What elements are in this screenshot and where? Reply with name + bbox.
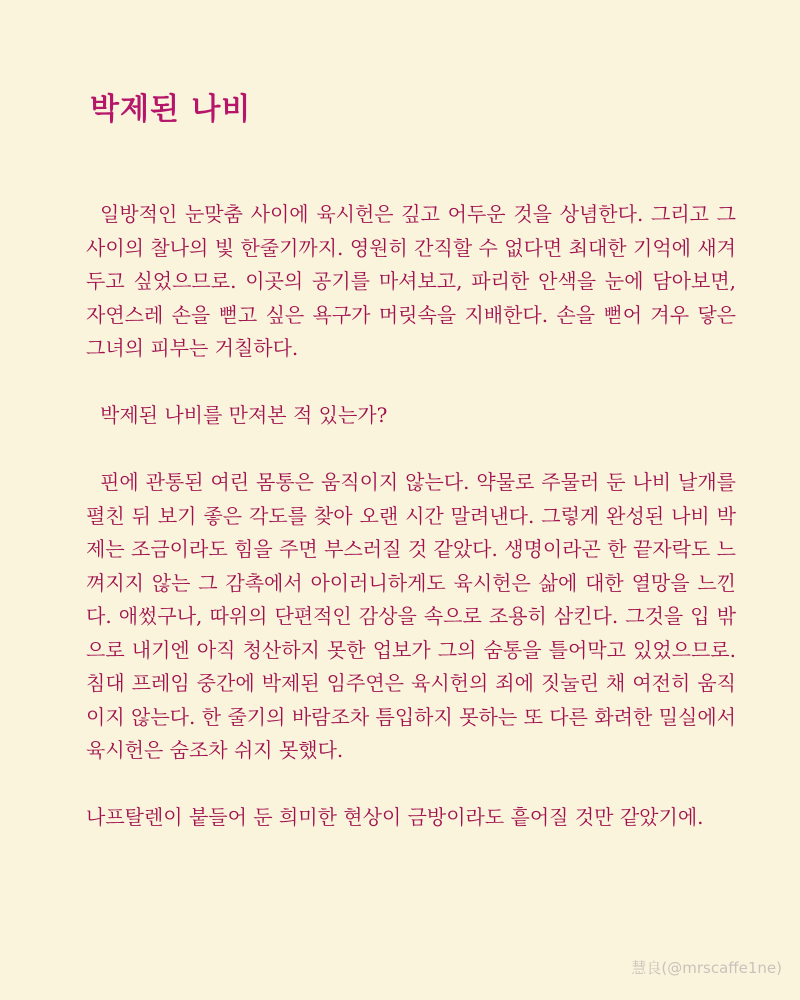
paragraph-2: 박제된 나비를 만져본 적 있는가? xyxy=(100,403,388,427)
paragraph-1: 일방적인 눈맞춤 사이에 육시헌은 깊고 어두운 것을 상념한다. 그리고 그 사이의 찰나의 빛 한줄기까지. 영원히 간직할 수 없다면 최대한 기억에 새겨두고 싶었으므로. 이곳의 공기를 마셔보고, 파리한 안색을 눈에 담아보면, 자연스레 손을 뻗고 싶은 욕구가 머릿속을 지배한다. 손을 뻗어 겨우 닿은 그녀의 피부는 거칠하다. xyxy=(86,202,736,360)
author-credit: 慧良(@mrscaffe1ne) xyxy=(631,959,782,977)
paragraph-3: 핀에 관통된 여린 몸통은 움직이지 않는다. 약물로 주물러 둔 나비 날개를 펼친 뒤 보기 좋은 각도를 찾아 오랜 시간 말려낸다. 그렇게 완성된 나비 박제는 조금이라도 힘을 주면 부스러질 것 같았다. 생명이라곤 한 끝자락도 느껴지지 않는 그 감촉에서 아이러니하게도 육시헌은 삶에 대한 열망을 느낀다. 애썼구나, 따위의 단편적인 감상을 속으로 조용히 삼킨다. 그것을 입 밖으로 내기엔 아직 청산하지 못한 업보가 그의 숨통을 틀어막고 있었으므로. 침대 프레임 중간에 박제된 임주연은 육시헌의 죄에 짓눌린 채 여전히 움직이지 않는다. 한 줄기의 바람조차 틈입하지 못하는 또 다른 화려한 밀실에서 육시헌은 숨조차 쉬지 못했다. xyxy=(86,470,736,762)
document-body xyxy=(86,198,736,835)
paragraph-4: 나프탈렌이 붙들어 둔 희미한 현상이 금방이라도 흩어질 것만 같았기에. xyxy=(86,805,704,829)
document-title: 박제된 나비 xyxy=(90,92,252,127)
